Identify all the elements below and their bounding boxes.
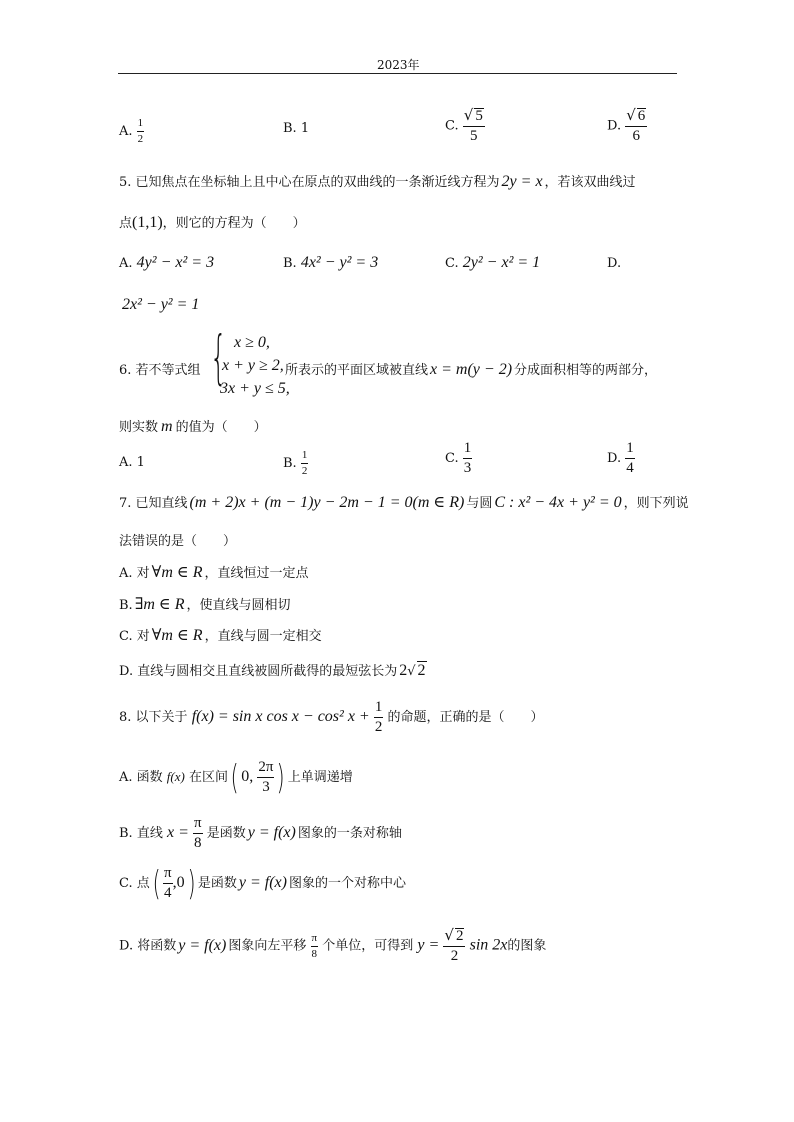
q6-stem-rest: 所表示的平面区域被直线 x = m(y − 2) 分成面积相等的两部分， [285, 361, 658, 378]
q8-option-b: B. 直线 x = $\frac{\pi}{8}$ 是函数 y = f(x) 图象的一条对称轴 [119, 815, 402, 851]
q7-stem-line1: 7. 已知直线 (m + 2)x + (m − 1)y − 2m − 1 = 0(m ∈ R) 与圆 C : x² − 4x + y² = 0 ，则下列说 [119, 494, 689, 511]
q5-stem-line1: 5. 已知焦点在坐标轴上且中心在原点的双曲线的一条渐近线方程为 2y = x ，若该双曲线过 [119, 173, 636, 190]
q4-option-d: D. $\frac{√ 6}{6}$ [607, 106, 646, 144]
page-header-year: 2023年 [377, 58, 420, 72]
q4-option-c: C. $\frac{√ 5}{5}$ [445, 106, 483, 144]
q6-condition-3: 3x + y ≤ 5, [220, 380, 290, 397]
q6-stem-line2: 则实数 m 的值为（ ） [119, 418, 267, 435]
q4-option-b: B. 1 [283, 121, 310, 136]
q5-option-b: B. 4x² − y² = 3 [283, 254, 379, 271]
q6-condition-2: x + y ≥ 2, [222, 357, 284, 374]
q6-option-a: A. 1 [119, 455, 145, 470]
q6-option-d: D. $\frac{1}{4}$ [607, 440, 634, 476]
q4-option-a: A. $\frac{1}{2}$ [119, 117, 144, 145]
q8-option-c: C. 点( $\frac{\pi}{4}$ ,0) 是函数 y = f(x) 图象的一个对称中心 [119, 863, 406, 904]
q7-option-d: D. 直线与圆相交且直线被圆所截得的最短弦长为 2√ 2 [119, 662, 426, 679]
q7-option-c: C. 对 ∀m ∈ R ，直线与圆一定相交 [119, 627, 322, 644]
q6-condition-1: x ≥ 0, [234, 334, 270, 351]
q6-label: 6. 若不等式组 [119, 363, 201, 378]
q8-option-a: A. 函数 f(x) 在区间( 0, $\frac{2\pi}{3}$ ) 上单调递增 [119, 757, 353, 798]
q8-stem: 8. 以下关于 f(x) = sin x cos x − cos² x + $\frac{1}{2}$ 的命题，正确的是（ ） [119, 699, 544, 735]
q5-stem-line2: 点(1,1)，则它的方程为（ ） [119, 214, 306, 231]
q8-option-d: D. 将函数 y = f(x) 图象向左平移 $\frac{\pi}{8}$ 个单位，可得到 y = $\frac{√ 2}{2}$ sin 2x的图象 [119, 926, 547, 964]
header-divider [118, 73, 677, 74]
q6-option-b: B. $\frac{1}{2}$ [283, 449, 308, 477]
q5-option-d: 2x² − y² = 1 [122, 296, 200, 313]
q7-option-a: A. 对 ∀m ∈ R ，直线恒过一定点 [119, 564, 309, 581]
q5-option-d-label: D. [607, 256, 622, 271]
q7-option-b: B. ∃m ∈ R ，使直线与圆相切 [119, 596, 291, 613]
q6-brace: { [210, 323, 227, 391]
q7-stem-line2: 法错误的是（ ） [119, 534, 237, 549]
q6-option-c: C. $\frac{1}{3}$ [445, 440, 472, 476]
q5-option-c: C. 2y² − x² = 1 [445, 254, 541, 271]
q5-option-a: A. 4y² − x² = 3 [119, 254, 215, 271]
